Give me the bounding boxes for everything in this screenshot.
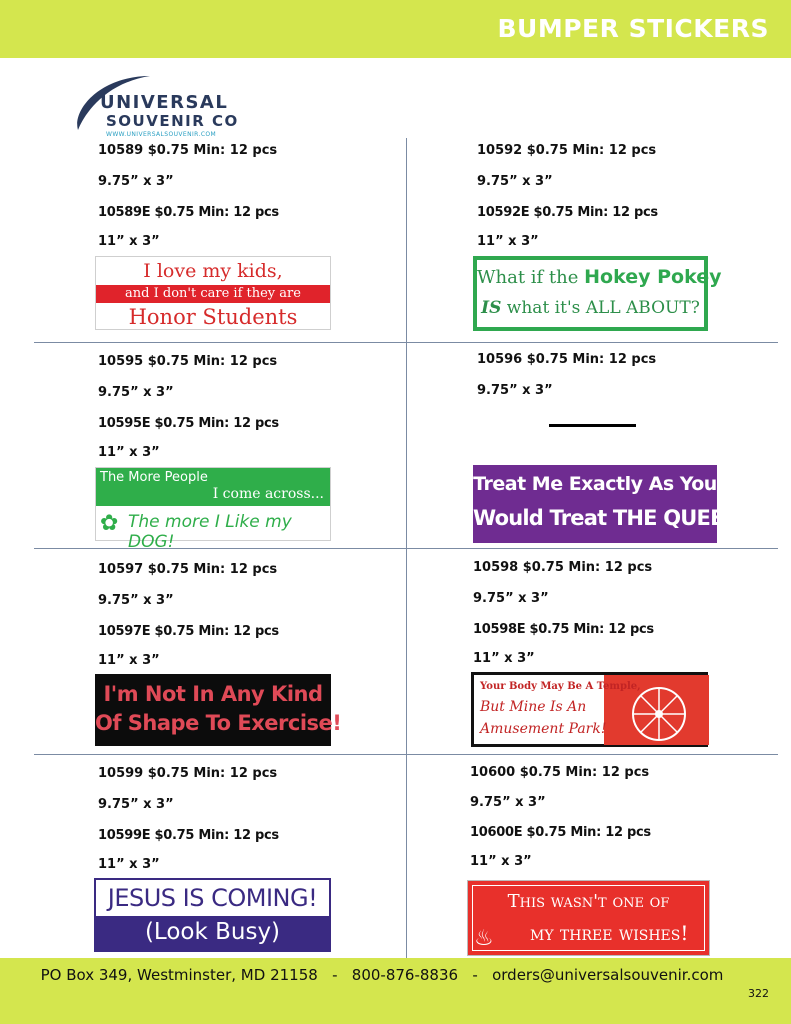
page-number: 322: [748, 987, 769, 1000]
product-line: 10597 $0.75 Min: 12 pcs: [98, 562, 278, 577]
sticker-text: But Mine Is An: [480, 699, 587, 715]
paw-icon: ✿: [100, 510, 119, 535]
product-line: 10589E $0.75 Min: 12 pcs: [98, 205, 279, 220]
product-line: 10598E $0.75 Min: 12 pcs: [473, 622, 654, 637]
product-line: 10599 $0.75 Min: 12 pcs: [98, 766, 278, 781]
contact-info: PO Box 349, Westminster, MD 21158 - 800-876-8836 - orders@universalsouvenir.com: [40, 966, 724, 984]
sticker-text: and I don't care if they are: [125, 286, 301, 301]
product-size: 11” x 3”: [98, 234, 160, 249]
sticker-text: my three wishes!: [530, 921, 689, 945]
bumper-sticker-image: [95, 256, 331, 330]
sticker-text: IS what it's ALL ABOUT?: [481, 298, 700, 318]
product-size: 11” x 3”: [477, 234, 539, 249]
sticker-text: Your Body May Be A Temple,: [480, 681, 641, 692]
product-size: 11” x 3”: [98, 653, 160, 668]
sticker-text: Would Treat THE QUEEN: [473, 506, 741, 530]
bumper-sticker-image: [94, 878, 331, 952]
product-line: 10589 $0.75 Min: 12 pcs: [98, 143, 278, 158]
bumper-sticker-image: [473, 465, 741, 543]
logo-url: WWW.UNIVERSALSOUVENIR.COM: [106, 131, 217, 138]
sticker-text: This wasn't one of: [507, 891, 670, 912]
sticker-text: The More People: [100, 470, 208, 485]
bumper-sticker-image: [471, 672, 708, 747]
product-size: 9.75” x 3”: [477, 174, 553, 189]
sticker-text: Treat Me Exactly As You: [473, 473, 717, 495]
separator-dash: [549, 424, 636, 427]
logo-line1: UNIVERSAL: [100, 92, 229, 113]
sticker-text: (Look Busy): [144, 919, 281, 945]
product-size: 9.75” x 3”: [98, 385, 174, 400]
magic-lamp-icon: ♨: [474, 925, 494, 950]
sticker-text: Of Shape To Exercise!: [95, 711, 342, 735]
product-size: 11” x 3”: [98, 445, 160, 460]
sticker-text: I love my kids,: [143, 260, 283, 282]
logo-line2: SOUVENIR CO: [106, 112, 239, 130]
product-size: 9.75” x 3”: [98, 797, 174, 812]
product-line: 10596 $0.75 Min: 12 pcs: [477, 352, 657, 367]
bumper-sticker-image: [95, 467, 331, 552]
product-size: 11” x 3”: [98, 857, 160, 872]
bumper-sticker-image: [95, 674, 342, 746]
product-size: 11” x 3”: [473, 651, 535, 666]
product-line: 10595E $0.75 Min: 12 pcs: [98, 416, 279, 431]
product-size: 11” x 3”: [470, 854, 532, 869]
company-logo: [70, 70, 260, 140]
row-divider: [34, 754, 778, 755]
footer-bar: [0, 958, 791, 1024]
product-line: 10600 $0.75 Min: 12 pcs: [470, 765, 650, 780]
sticker-text: Honor Students: [128, 305, 298, 329]
product-line: 10595 $0.75 Min: 12 pcs: [98, 354, 278, 369]
row-divider: [34, 342, 778, 343]
sticker-text: What if the Hokey Pokey: [477, 266, 722, 288]
product-line: 10597E $0.75 Min: 12 pcs: [98, 624, 279, 639]
ferris-wheel-icon: [619, 683, 699, 745]
product-line: 10599E $0.75 Min: 12 pcs: [98, 828, 279, 843]
bumper-sticker-image: [473, 256, 722, 331]
page-title: BUMPER STICKERS: [497, 14, 769, 43]
header-bar: [0, 0, 791, 58]
product-line: 10592E $0.75 Min: 12 pcs: [477, 205, 658, 220]
product-line: 10600E $0.75 Min: 12 pcs: [470, 825, 651, 840]
sticker-text: JESUS IS COMING!: [107, 884, 318, 912]
product-size: 9.75” x 3”: [470, 795, 546, 810]
product-line: 10592 $0.75 Min: 12 pcs: [477, 143, 657, 158]
product-size: 9.75” x 3”: [477, 383, 553, 398]
product-size: 9.75” x 3”: [98, 174, 174, 189]
sticker-text: The more I Like my DOG!: [128, 512, 292, 552]
product-line: 10598 $0.75 Min: 12 pcs: [473, 560, 653, 575]
sticker-text: I'm Not In Any Kind: [103, 682, 323, 706]
product-size: 9.75” x 3”: [98, 593, 174, 608]
product-size: 9.75” x 3”: [473, 591, 549, 606]
bumper-sticker-image: [467, 880, 710, 956]
sticker-text: Amusement Park!: [480, 721, 607, 737]
sticker-text: I come across...: [212, 486, 324, 502]
